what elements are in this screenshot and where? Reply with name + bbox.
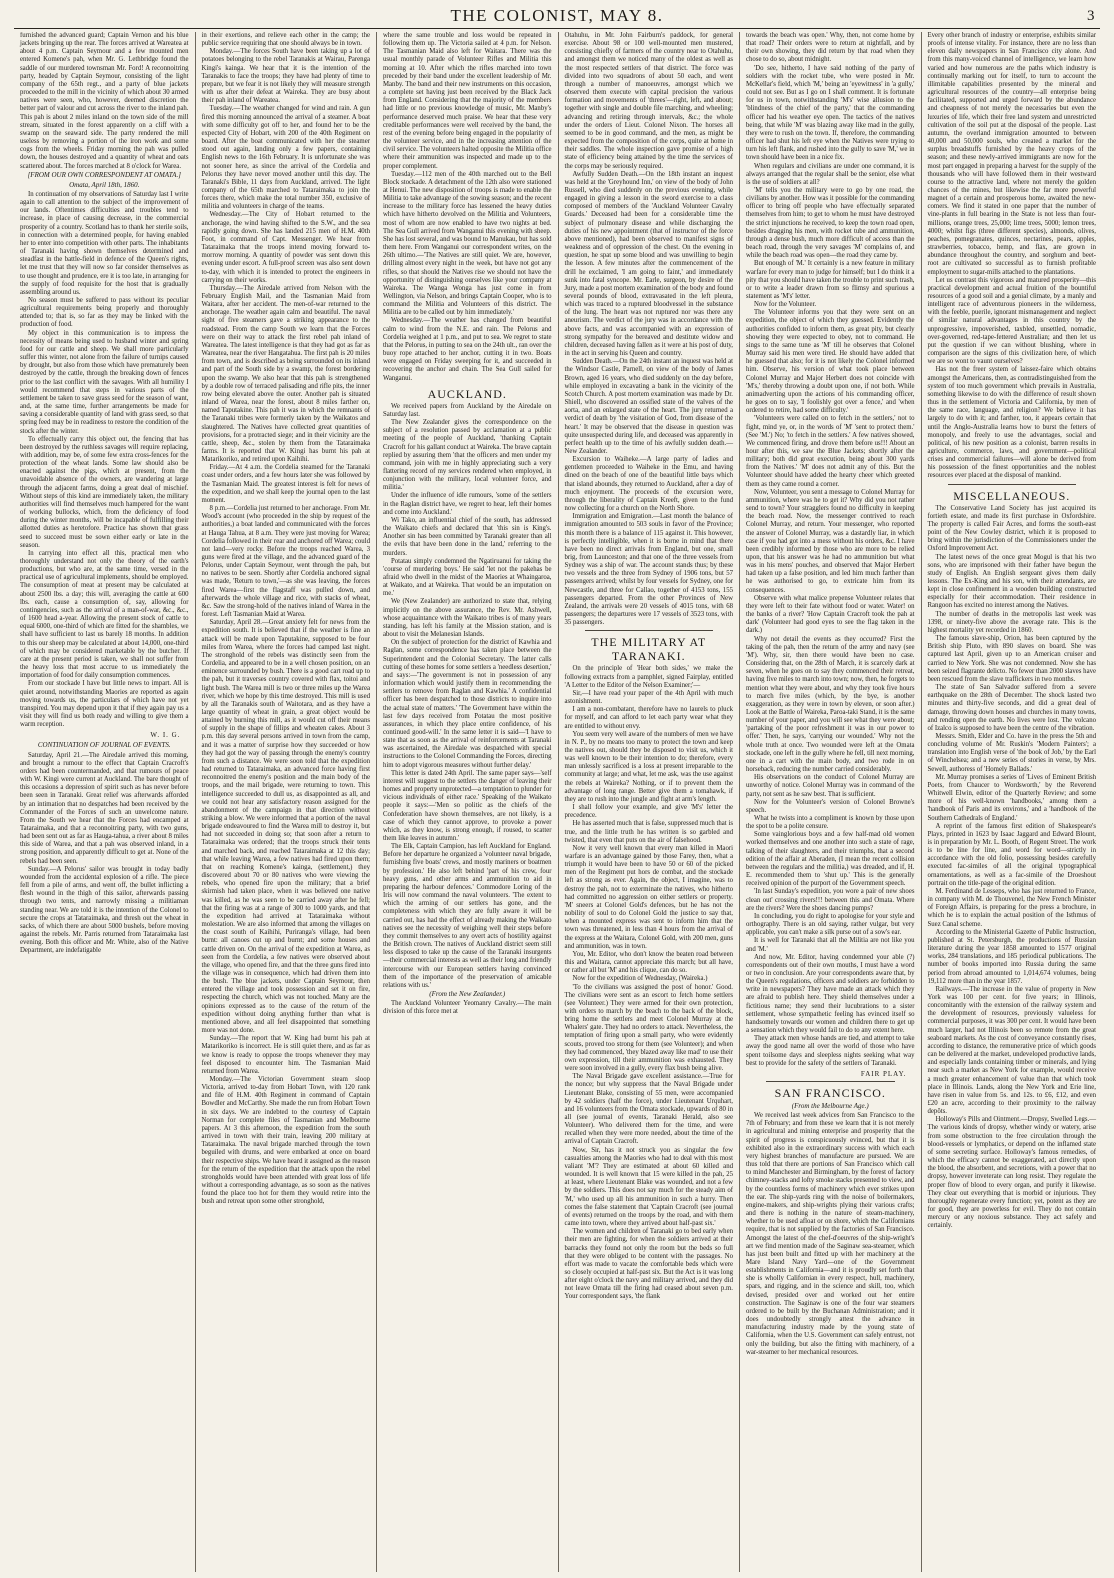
paragraph: Some vainglorious boys and a few half-mad old women worked themselves and one another into such a state of rage, talking of their slaughters, and their triumphs, that a second edition of the affair at Aberaden, (I mean the recent collision between the regulars and the militia,) was dreaded, and if, H. E. recommended them to 'shut up.' This is the generally received opinion of the purport of the Government speech. xyxy=(746,831,915,888)
section-heading-miscellaneous: MISCELLANEOUS. xyxy=(953,488,1071,503)
paragraph: Sunday.—The report that W. King had burnt his pah at Matarikoriko is incorrect. He is still quiet there, and as far as we know is ready to oppose the troops whenever they may feel disposed to encounter him. The Tasmanian Maid returned from Warea. xyxy=(201,1035,370,1075)
paragraph: 'Volunteers were called on to fetch in the settlers,' not to fight, mind ye, or, in the words of 'M' 'sent to protect them.' (See 'M.') No; 'to fetch in the settlers.' A few natives showed, We commenced firing, and drove them before us!!! About an hour after this, we saw the Blue Jackets; shortly after the military; both did great execution, being about 300 yards from the Natives.' 'M' does not admit any of this. But the Volunteer should have added the hearty cheer which greeted them as they came round a corner. xyxy=(746,415,915,488)
paragraph: To effectually carry this object out, the fencing that has been destroyed by the ruthless savages will require replacing, with addition, may be, of some few extra cross-fences for the protection of the wheat lands. Some law should also be enacted against the pigs, which at present, from the unavoidable absence of the owners, are wandering at large through the adjacent farms, doing a great deal of mischief. Without steps of this kind are immediately taken, the military authorities will find themselves much hampered for the want of working bullocks, which, from the deficiency of food during the winter months, will be incapable of fulfilling their allotted duties as heretofore. Practice has shown that grass seed to succeed must be sown either early or late in the season. xyxy=(20,435,189,549)
paragraph: Mr. Murray promises a series of 'Lives of Eminent British Poets, from Chaucer to Wordsworth,' by the Reverend Whitwell Elwin, editor of the Quarterly Review; and some more of his well-known 'handbooks,' among them a 'handbook of Paris and its environs,' and a 'handbook of the Southern Cathedrals of England.' xyxy=(927,773,1096,822)
paragraph: 'M' tells you the military were to go by one road, the civilians by another. How was it possible for the commanding officer to bring off people who have effectually separated themselves from him; to get to whom he must have destroyed the strict injunctions he received, to keep the town road open, besides dragging his men, with rocket tube and ammunition, through a dense bush, much more difficult of access than the beach road, through the very savages 'M' complains of, and while the beach road was open—the road they came by. xyxy=(746,186,915,260)
section-heading-military: THE MILITARY AT TARANAKI. xyxy=(591,635,707,664)
article-columns xyxy=(14,32,1102,1572)
correspondent-line: [FROM OUR OWN CORRESPONDENT AT OMATA.] xyxy=(27,170,181,179)
paragraph: Has not the freer system of laissez-faire which obtains amongst the Americans, then, as contradistinguished from the system of too much government which prevails in Australia, something likewise to do with the difference of result shown thus in the settlement of Victoria and California, by men of the same race, language, and religion? We believe it has largely to do with it; and farther, too, it appears certain that until the Anglo-Australia learns how to burst the fetters of monopoly, and freely to use the advantages, social and political, of his new position as a colonist, barren results in agriculture, commerce, laws, and government—political crises and commercial failures—will alone be derived from his possession of the finest opportunities and the noblest resources ever placed at the disposal of mankind. xyxy=(927,366,1096,480)
paragraph: in their exertions, and relieve each other in the camp; the public service requiring that one should always be in town. xyxy=(201,32,370,48)
paragraph: where the same trouble and loss would be repeated in following them up. The Victoria sailed at 4 p.m. for Nelson. The Tasmanian Maid also left for Waitara. There was the usual monthly parade of Volunteer Rifles and Militia this morning at 10. After which the rifles marched into town preceded by their band under the excellent leadership of Mr. Manby. The band and their new instruments on this occasion, a complete set having just been received by the Black Jack from England. Considering that the majority of the members had little or no previous knowledge of music, Mr. Manby's performance deserved much praise. We hear that these very creditable performances were well received by the band, the rest of the evening before being engaged in the popularity of the volunteer service, and in the increasing attention of the civil service. The volunteers halted opposite the Militia office where their ammunition was inspected and made up to the proper complement. xyxy=(383,32,552,170)
paragraph: Now for the Volunteer's version of Colonel Browne's speech. xyxy=(746,798,915,814)
paragraph: Messrs. Smith, Elder and Co. have in the press the 5th and concluding volume of Mr. Ruskin's 'Modern Painters'; a translation into English verse of 'the book of Job,' by the Earl of Winchelsea; and a new series of stories in verse, by Mrs. Sewell, authoress of 'Homely Ballads.' xyxy=(927,732,1096,773)
column-6 xyxy=(921,32,1103,1572)
paragraph: He has asserted much that is false, suppressed much that is true, and the little truth he has written is so garbled and twisted, that even that puts on the air of falsehood. xyxy=(564,820,733,844)
divider xyxy=(585,630,714,631)
paragraph: This letter is dated 24th April. The same paper says—'self interest will suggest to the settlers the danger of leaving their homes and property unprotected—a temptation to plunder for vicious individuals of either race.' Speaking of the Waikato people it says:—'Men so politic as the chiefs of the Confederation have shown themselves, are not likely, is a case of which they cannot approve, to provoke a power which, as they know, is strong enough, if roused, to scatter them like leaves in autumn.' xyxy=(383,769,552,842)
column-3 xyxy=(376,32,558,1572)
paragraph: Thursday.—The Airedale arrived from Nelson with the February English Mail, and the Tasmanian Maid from Waitara, after her accident. The men-of-war returned to the anchorage. The weather again calm and beautiful. The naval sight of five steamers gave a striking appearance to the roadstead. From the camp South we learn that the Forces were on their way to attack the first rebel pah inland of Wareatea. The latest intelligence is that they had got as far as Wareatea, near the river Hangatahua. The first pah is 20 miles from town, and is described as being surrounded on its inland and part of the South side by a swamp, the forest bordering upon the swamp. We also hear that this pah is strengthened by a double row of terraced palisading and rifle pits, the inner row being elevated above the outer. Another pah is situated inland of Warea, near the forest, about 8 miles farther on, named Taputakine. This pah it was in which the remnants of the Taranaki tribes were formerly taken by the Waikatos and slaughtered. The Natives have collected great quantities of provisions, for a protracted siege; and in their vicinity are the cattle, sheep, &c., stolen by them from the Tataraimaka farms. It is reported that W. Kingi has burnt his pah at Matarikoriko, and retired upon Kaihihi. xyxy=(201,284,370,464)
paragraph: furnished the advanced guard; Captain Vernon and his blue jackets bringing up the rear. The forces arrived at Wareatea at about 4 p.m. Captain Seymour and a few mounted men entered Komene's pah, when Mr. G. Lethbridge found the saddle of our murdered townsman Mr. Ford! A reconnoitring party, headed by Captain Seymour, consisting of the light company of the 65th regt., and a party of blue jackets proceeded to the mill in the vicinity of which about 30 armed natives were seen, who, however, deemed discretion the better part of valour and cut across the river to the inland pah. This pah is about 2 miles inland on the town side of the mill stream, situated in the forest apparently on a cliff with a swamp on the seaward side. The party rendered the mill useless by removing a portion of the iron work and some cogs from the wheels. Friday morning the pah was pulled down, the houses destroyed and a quantity of wheat and oats scattered about. The forces marched at 8 o'clock for Warea. xyxy=(20,32,189,170)
paragraph: We received papers from Auckland by the Airedale on Saturday last. xyxy=(383,402,552,418)
paragraph: The number of deaths in the metropolis last week was 1398, or ninety-five above the average rate. This is the highest mortality yet recorded in 1860. xyxy=(927,610,1096,634)
paragraph: In concluding, you do right to apologise for your style and orthography. There is an old saying, rather vulgar, but very applicable, you can't make a silk purse out of a sow's ear. xyxy=(746,912,915,937)
paragraph: The famous slave-ship, Orion, has been captured by the British ship Pluto, with 890 slaves on board. She was captured last April, given up to an American cruiser and carried to New York. She was not condemned. Now she has been seized flagrante delicto. No fewer than 2000 slaves have been rescued from the slave traffickers in two months. xyxy=(927,635,1096,683)
paragraph: 'Do see, hitherto, I have said nothing of the party of soldiers with the rocket tube, who were posted in Mr. McKellar's field, which 'M,' being an 'eyewitness' in 'a gully,' could not see. But as I go on I shall comment. It is fortunate for us in town, notwithstanding 'M's' wise allusion to the 'blindness of the chief of the party,' that the commanding officer had his weather eye open. The tactics of the natives being, that while 'M' was blazing away like mad in the gully, they were to rush on the town. If, therefore, the commanding officer had shut his left eye when the Natives were trying to turn his left flank, and rushed into the gully to save 'M,' we in town should have been in a nice fix. xyxy=(746,64,915,162)
paragraph: From our stockade I have but little news to impart. All is quiet around, notwithstanding Maories are reported as again moving towards us, the particulars of which have not yet transpired. You may depend upon it that if they again pay us a visit they will find us both ready and willing to give them a warm reception. xyxy=(20,680,189,729)
column-5 xyxy=(739,32,921,1572)
source-credit: (From the New Zealander.) xyxy=(429,989,506,998)
paragraph: I am a non-combatant, therefore have no laurels to pluck for myself, and can afford to let each party wear what they are entitled to without envy. xyxy=(564,706,733,730)
paragraph: Saturday, April 28.—Great anxiety felt for news from the expedition south. It is believed that if the weather is fine an attack will be made upon Taputakine, supposed to be four miles from Warea, where the forces had camped last night. The stronghold of the rebels was distinctly seen from the Cordelia, and appeared to be in a well chosen position, on an eminence surrounded by bush. There is a good cart road up to the pah, but it traverses country covered with flax, toitoi and light bush. The Warea mill is two or three miles up the Warea river, which we hope by this time destroyed. This mill is used by all the Taranakis south of Waitotara, and as they have a large quantity of wheat in grain, a great object would be attained by burning this mill, as it would cut off their means of supply in the shape of fillips and wheaten cakes. About 3 p.m. this day several persons arrived in town from the camp, and it was a matter of surprise how they succeeded or how they had got the way of passing through the enemy's country from such a distance. We were soon told that the expedition had returned to Tataraimaka, an advanced force having first reconnoitred the enemy's position and the main body of the troops, and the mail brigade, were returning to town. This intelligence succeeded to dull us, as disappointed as all, and we could not hear any satisfactory reason assigned for the abandonment of the campaign in that direction without striking a blow. We were informed that a portion of the naval brigade endeavoured to find the Warea mill to destroy it, but had not succeeded in doing so; that soon after a return to Tataraimaka was ordered; that the troops struck their tents and marched back, and reached Tataraimaka at 12 this day; that while leaving Warea, a few natives had fired upon them; that on reaching Komene's kainga, (settlement,) they discovered about 70 or 80 natives who were viewing the rebels, who opened fire upon the military; that a brief skirmish had taken place, when it was believed one native was killed, as he was seen to be carried away after he fell; that the firing was at a range of 300 to 1000 yards, and that the expedition had arrived at Tataraimaka without molestation. We are also informed that among the villages on the coast south of Kaihihi, Puriranga's village, had been burnt: all canoes cut up and burnt; and some houses and cattle driven on. On the arrival of the expedition at Warea, as seen from the Cordelia, a few natives were observed about the village, who opened fire, and that the three guns fired into the village was in consequence, which had driven them into the bush. The blue jackets, under Captain Seymour, then entered the village and took possession and set it on fire, respecting the church, which was not touched. Many are the opinions expressed as to the cause of the return of the expedition without doing anything further than what is mentioned above, and all feel disappointed that something more was not done. xyxy=(201,619,370,1035)
paragraph: Sir,—I have read your paper of the 4th April with much astonishment. xyxy=(564,689,733,706)
paragraph: Holloway's Pills and Ointment.—Dropsy, Swelled Legs.—The various kinds of dropsy, whether windy or watery, arise from some obstruction to the free circulation through the blood-vessels or lymphatics, or depend on the inflamed state of some secreting surface. Holloway's famous remedies, of which the efficacy cannot be exaggerated, act directly upon the blood, the absorbent, and secretions, with a power that no dropsy, however inveterate can long resist. They regulate the proper flow of blood to every organ, and purify it likewise. They clear out everything that is morbid or injurious. They thoroughly regenerate every function; yet, potent as they are for good, they are powerless for evil. They do not contain mercury or any noxious substance. They act safely and certainly. xyxy=(927,1116,1096,1230)
paragraph: Saturday, April 21.—The Airedale arrived this morning, and brought a rumour to the effect that Captain Cracroft's orders had been countermanded, and that rumours of peace with W. Kingi were current at Auckland. The bare thought of this occasions a depression of spirit such as has never before been seen in Taranaki. Great relief was afterwards afforded by an intimation that no despatches had been received by the Commander of the Forces of such an unwelcome nature. From the South we hear that the Forces had encamped at Tataraimaka, and that a reconnoitring party, with two guns, had been sent out as far as Hauga-tahua, a river about 8 miles this side of Warea, and that a pah was observed inland, in a strong position, and apparently difficult to get at. None of the rebels had been seen. xyxy=(20,751,189,865)
paragraph: We received last week advices from San Francisco to the 7th of February; and from these we learn that it is not merely in agricultural and mining enterprise and prosperity that the spirit of progress is conspicuously evinced, but that it is exhibited also in the extraordinary success with which each very highest branches of manufacture are pursued. We are thus told that there are portions of San Francisco which call to mind Manchester and Birmingham, by the forest of factory chimney-stacks and lofty smoke stacks presented to view, and by the countless forms of machinery which ever strikes upon the ear. The ship-yards ring with the noise of boilermakers, engine-makers, and ship-wrights plying their various crafts; and there is nothing in the nature of steam-machinery, whether to be used afloat or on shore, which the Californians require, that is not supplied by the factories of San Francisco. Amongst the latest of the chef-d'oeuvres of the ship-wright's art we find mention made of the Saginaw sea-steamer, which has just been built and fitted up with her machinery at the Mare Island Navy Yard—one of the Government establishments in California—and it is proudly set forth that she is wholly Californian in every respect, hull, machinery, spars, and rigging, and in the science and skill, too, which devised, presided over and worked out her entire construction. The Saginaw is one of the four war steamers ordered to be built by the Buchanan Administration; and it does undoubtedly strongly attest the advance in manufacturing industry made by the young state of California, when the U.S. Government can safely entrust, not only the building, but also the fitting with machinery, of a war-steamer to her mechanical resources. xyxy=(746,1112,915,1356)
paragraph: Now it very well known that every man killed in Maori warfare is an advantage gained by those Farey, then, what a triumph it would have been to have 50 or 60 of the picked men of the Regiment put hors de combat, and the stockade left as strong as ever. Again, the object, I imagine, was to destroy the pah, not to exterminate the natives, who hitherto had committed no aggression on either settlers or property. 'M' sneers at Colonel Gold's defences, but he has not the nobility of soul to do Colonel Gold the justice to say that, when a mounted express was sent to inform him that the town was threatened, in less than 4 hours from the arrival of the express at the Waitara, Colonel Gold, with 200 men, guns and ammunition, was in town. xyxy=(564,844,733,950)
paragraph: Tuesday.—The weather changed for wind and rain. A gun fired this morning announced the arrival of a steamer. A boat with some difficulty got off to her, and found her to be the expected City of Hobart, with 200 of the 40th Regiment on board. After the boat communicated with her the steamer stood out again, landing only a few papers, containing English news to the 16th February. It is unfortunate she was not sooner here, as since the arrival of the Cordelia and Pelorus they have never moved another until this day. The Taranaki's Bible, 11 days from Auckland, arrived. The light company of the 65th marched to Tataraimaka to join the forces there, which make the total number 350, exclusive of militia and volunteers in charge of the teams. xyxy=(201,105,370,211)
paragraph: Let us contrast this vigorous and matured prosperity—this practical development and actual fruition of the bountiful resources of a good soil and a genial climate, by a manly and intelligent race of adventurous pioneers in the wilderness, with the feeble, puerile, ignorant mismanagement and neglect of similar natural advantages in this country by the unprogressive, impoverished, taxbled, unsettled, nomadic, over-governed, red-tape-fettered Australian; and then let us put the question if we can without blushing, where in comparison are the signs of this civilization here, of which we are so wont to vaunt ourselves? xyxy=(927,276,1096,366)
paragraph: 8 p.m.—Cordelia just returned to her anchorage. From Mr. Wood's account (who proceeded in the ship by request of the authorities,) a boat landed and communicated with the forces at Hauga Tahua, at 8 a.m. They were just moving for Warea; Cordelia followed in their rear and anchored off Warea; could not land—very rocky. Before the troops reached Warea, 3 guns were fired at the village, and the advanced guard of the Pelorus, under Captain Seymour, went through the pah, but no natives to be seen. Shortly after Cordelia anchored signal was made, 'Return to town,'—as she was leaving, the forces fired Warea—first the flagstaff was pulled down, and afterwards the whole village and rice, with stacks of wheat, &c. Saw the strong-hold of the natives inland of Warea in the forest. Left Tasmanian Maid at Warea. xyxy=(201,505,370,619)
paragraph: Now, Volunteer, you sent a message to Colonel Murray for ammunition, where was he to get it? Why did you not rather send to town? Your stragglers found no difficulty in keeping the beach road. Now, the messenger contrived to reach Colonel Murray, and return. Your messenger, who reported the answer of Colonel Murray, was a dastardly liar, in which case if you had got into a mess without his orders, &c. I have been credibly informed by those who are more to be relied upon, that his answer was he had no ammunition but what was in his mens' pouches, and observed that Major Herbert had taken up a false position, and led him much farther than he was authorised to go, to extricate him from its consequences. xyxy=(746,488,915,594)
paragraph: And now, Mr. Editor, having condemned your able (?) correspondents out of their own mouths, I must have a word or two in conclusion. Are your correspondents aware that, by the Queen's regulations, officers and soldiers are forbidden to write in newspapers? They have made an attack which they are afraid to publish here. They shield themselves under a fictitious name; they send their lucubrations to a sister settlement, whose sympathetic feeling has evinced itself so handsomely towards our women and children there to get up a sensation which they would fail to do to any extent here. xyxy=(746,953,915,1035)
section-heading-auckland: AUCKLAND. xyxy=(427,386,507,401)
paragraph: Awfully Sudden Death.—On the 18th instant an inquest was held at the 'Greyhound Inn,' on view of the body of John Russell, who died suddenly on the previous evening, while engaged in giving a lesson in the sword exercise to a class composed of members of the 'Auckland Volunteer Cavalry Guards.' Deceased had been for a considerable time the subject of pulmonary disease and while discharging the duties of his new appointment (that of instructor of the force above mentioned), had been observed to manifest signs of weakness and of oppression of the chest. On the evening in question, he spat up some blood and was unwilling to begin the lesson. A few minutes after the commencement of the drill he exclaimed, 'I am going to faint,' and immediately sunk into fatal syncope. Mr. Earle, surgeon, by desire of the Jury, made a post mortem examination of the body and found several pounds of blood, extravasated in the left pleura, which was traced to a ruptured bloodvessel in the substance of the lung. The heart was not ruptured nor was there any aneurism. The verdict of the jury was in accordance with the above facts, and was accompanied with an expression of strong sympathy for the bereaved and destitute widow and children, deceased having fallen as it were at his post of duty, in the act in serving his Queen and country. xyxy=(564,170,733,358)
paragraph: Under the influence of idle rumours, 'some of the settlers in the Raglan district have, we regret to hear, left their homes and come into Auckland.' xyxy=(383,492,552,516)
section-subhead: CONTINUATION OF JOURNAL OF EVENTS. xyxy=(37,741,171,750)
paragraph: Friday.—At 4 a.m. the Cordelia steamed for the Taranaki coast under orders, and a few hours later she was followed by the Tasmanian Maid. The greatest interest is felt for news of the expedition, and we shall keep the journal open to the last moment. xyxy=(201,464,370,504)
paragraph: Observe with what malice prepense Volunteer relates that they were left to their fate without food or water. Water! on the banks of a river? 'How Captain Cracroft took the pah at dark' (Volunteer had good eyes to see the flag taken in the dark.) xyxy=(746,594,915,635)
paragraph: Immigration and Emigration.—Last month the balance of immigration amounted to 503 souls in favor of the Province; this month there is a balance of 115 against it. This however, is perfectly intelligible, when it is borne in mind that there have been no direct arrivals from England, but one, small brig, from Launceston; and that one of the three vessels from Sydney was a ship of war. The account stands thus; by these two vessels and the three from Sydney of 1906 tons, but 57 passengers arrived; whilst by four vessels for Sydney, one for Newcastle, and three for Callao, together of 4153 tons, 155 passengers departed. From the other Provinces of New Zealand, the arrivals were 20 vessels of 4015 tons, with 68 passengers; the departures were 17 vessels of 3523 tons, with 35 passengers. xyxy=(564,513,733,627)
page-number: 3 xyxy=(1087,8,1096,24)
paragraph: The Auckland Volunteer Yeomanry Cavalry.—The main division of this force met at xyxy=(383,1000,552,1016)
paragraph: On the principle of 'Hear both sides,' we make the following extracts from a pamphlet, signed Fairplay, entitled 'A Letter to the Editor of the Nelson Examiner;'— xyxy=(564,665,733,689)
paragraph: 'To the civilians was assigned the post of honor.' Good. The civilians were sent as an escort to fetch home settlers (see Volunteer.) They were armed for their own protection, with orders to march by the beach to the back of the block, bring home the settlers and meet Colonel Murray at the Whalers' gate. They had no orders to attack. Nevertheless, the temptation of firing upon a small party, who were evidently scouts, proved too strong for them (see Volunteer); and when they had commenced, 'they blazed away like mad' to use their own expression, till their ammunition was exhausted. They were soon involved in a gully, every flax bush being alive. xyxy=(564,983,733,1073)
paragraph: Otahuhu, in Mr. John Fairburn's paddock, for general exercise. About 98 or 100 well-mounted men mustered, consisting chiefly of farmers of the country near to Otahuhu, and amongst them we noticed many of the oldest as well as the most respected settlers of that district. The force was divided into two squadrons of about 50 each, and went through a number of manoeuvres, amongst which we observed them execute with capital precision the various formation and movements of 'threes'—right, left, and about; together with single and double file marching, and wheeling; advancing and retiring through intervals, &c.; the whole under the orders of Lieut. Colonel Nixon. The horses all seemed to be in good command, and the men, as might be expected from the composition of the corps, quite at home in their saddles. The whole inspection gave promise of a high state of efficiency being attained by the time the services of the corps may be seriously required. xyxy=(564,32,733,170)
paragraph: Wi Tako, an influential chief of the south, has addressed the Waikato chiefs and declared that 'this sin is King's. Another sin has been committed by Taranaki greater than all the evils that have been done in the land,' referring to the murders. xyxy=(383,516,552,557)
paragraph: The Elk, Captain Campion, has left Auckland for England. Before her departure he organized a 'volunteer naval brigade, furnishing five boats' crews, and mostly mariners or boatmen by profession.' He also left behind 'part of his crew, four heavy guns, and other arms and ammunition to aid in preparing the harbour defences.' Commodore Loring of the Iris will now command the naval volunteers. 'The extent to which the arming of our settlers has gone, and the completeness with which they are fully aware it will be carried out, has had the effect of already making the Waikato natives see the necessity of weighing well their steps before they commit themselves to any overt acts of hostility against the British crown. The natives of Auckland district seem still less disposed to take up the cause of the Taranaki insurgents—their commercial interests as well as their long and friendly intercourse with our European settlers having convinced them of the importance of the preservation of amicable relations with us.' xyxy=(383,843,552,989)
paragraph: What he twists into a compliment is known by those upon the spot to be a polite censure. xyxy=(746,815,915,831)
paragraph: Sunday.—A Pelorus' sailor was brought in today badly wounded from the accidental explosion of a rifle. The piece fell from a pile of arms, and went off, the bullet inflicting a flesh wound in the thigh of this sailor, afterwards passing through two tents, and narrowly missing a militiaman standing near. We are told it is the intention of the Colonel to secure the crops at Tataraimaka, and thresh out the wheat in sacks, of which there are about 5000 bushels, before moving against the rebels. Mr. Parris returned from Tataraimaka last evening. Both this officer and Mr. White, also of the Native Department, are indefatigable xyxy=(20,865,189,955)
paragraph: Now for the expedition of Wednesday, (Waireka.) xyxy=(572,975,708,983)
paragraph: When regulars and civilians are under one command, it is always arranged that the regular shall be the senior, else what is the use of soldiers at all? xyxy=(746,162,915,186)
paragraph: Why not detail the events as they occurred? First the taking of the pah, then the return of the army and navy (see 'M'). Why, sir, then there would have been no case. Considering that, on the 28th of March, it is scarcely dark at seven, when he goes on to say they commenced their retreat, having five miles to march into town; now, then, he forgets to mention what they were about, and why they took five hours to march five miles (which, by the bye, is another exaggeration, as they were in town by eleven, or soon after.) Look at the Battle of Waireka, Paroa-taki Stand, it is the same number of your paper, and you will see what they were about; 'partaking of the poor refreshment it was in our power to offer.' Then, he says, 'carrying our wounded.' Why not the whole truth at once. Two wounded were left at the Omata stockade, one left in the gully where he fell, till next morning, one in a cart with the main body, and two rode in on horseback, reducing the number carried considerably. xyxy=(746,635,915,774)
paragraph: I shall follow your example, and give 'M's' letter the precedence. xyxy=(564,804,733,820)
paragraph: M. Ferdinand de Lesseps, who has just returned to France, in company with M. de Thouvenel, the New French Minister of Foreign Affairs, is preparing for the press a brochure, in which he is to explain the actual position of the Isthmus of Suez Canal scheme. xyxy=(927,887,1096,928)
masthead-title: THE COLONIST, MAY 8. xyxy=(450,6,664,25)
paragraph: His observations on the conduct of Colonel Murray are unworthy of notice. Colonel Murray was in command of the party, not sent as he saw best. That is sufficient. xyxy=(746,774,915,798)
column-1 xyxy=(14,32,195,1572)
paragraph: According to the Ministerial Gazette of Public Instruction, published at St. Petersburgh, the productions of Russian literature during the year 1858 amounted to 1577 original works, 284 translations, and 185 periodical publications. The number of books imported into Russia during the same period from abroad amounted to 1,014,674 volumes, being 19,112 more than in the year 1857. xyxy=(927,928,1096,985)
paragraph: The New Zealander gives the correspondence on the subject of a resolution passed by acclamation at a public meeting of the people of Auckland, 'thanking Captain Cracroft for his gallant conduct at Waireka. The brave captain replied by assuring them 'that the officers and men under my command, join with me in highly appreciating such a very flattering record of my services rendered when employed, in conjunction with the military, local volunteer force, and militia.' xyxy=(383,419,552,492)
paragraph: The Volunteer informs you that they were sent on an expedition, the object of which they guessed. Evidently the authorities confided to inform them, as great pity, but clearly showing they were expected to obey, not to command. He sings to the same tune as 'M' till he observes that Colonel Murray said his men were tired. He should have added that he guessed that also; for it is not likely the Colonel informed him. Observe, his version of what took place between Colonel Murray and Major Herbert does not coincide with 'M's,' thereby throwing a doubt upon one, if not both. While animadverting upon the actions of his commanding officer, he goes on to say, 'I foolishly got over a fence,' and 'when ordered to retire, had some difficulty.' xyxy=(746,309,915,415)
paragraph: They attack men whose hands are tied, and attempt to take away the good name all over the world of those who have spent toilsome days and sleepless nights seeking what way best to provide for the safety of the settlers of Taranaki. xyxy=(746,1035,915,1067)
paragraph: In carrying into effect all this, practical men who thoroughly understand not only the theory of the earth's productions, but who are, at the same time, versed in the practical use of agricultural implements, should be employed. The consumption of meat at present may be calculated at about 2500 lbs. a day; this will, averaging the cattle at 600 lbs. each, cause a consumption of, say, allowing for contingencies, such as the arrival of a man-of-war, &c., &c., of 1600 head a-year. Allowing the present stock of cattle to equal 6000, one-third of which are fitted for the shambles, we shall have sufficient to last us barely 18 months. In addition to this our sheep may be calculated at about 14,000, one-third of which may be considered marketable by the butcher. If care at the present period is taken, we shall not suffer from the heavy loss that most accrue to us immediately the importation of food for daily consumption commences. xyxy=(20,549,189,680)
paragraph: Every other branch of industry or enterprise, exhibits similar proofs of intense vitality. For instance, there are no less than eleven daily newspapers in San Francisco city alone. And from this many-voiced channel of intelligence, we learn how varied and how numerous are the paths which industry is continually marking out for itself, to turn to account the illimitable capabilities presented by the mineral and agricultural resources of the country—all enterprise being facilitated, supported and urged forward by the abundance and cheapness of not merely the necessaries but even the luxuries of life, which their free land system and unrestricted cultivation of the soil put at the disposal of the people. Last autumn, the overland immigration amounted to between 40,000 and 50,000 souls, who created a market for the surplus breadstuffs furnished by the heavy crops of the season; and these newly-arrived immigrants are now for the most part engaged in preparing a harvest for the supply of the thousands who will have followed them in their westward course to the attractive land, where not merely the golden chances of the mines, but likewise the far more powerful magnet of a certain and prosperous home, awaited the new-comers. We find it stated in one paper that the number of vine-plants in full bearing in the State is not less than four-millions, orange trees, 25,000; lime trees, 5000; lemon trees, 4000; whilst figs (three different species), almonds, olives, peaches, pomegranates, quinces, nectarines, pears, apples, strawberries, tobacco, hemp, and flax, are grown in abundance throughout the country, and sorghum and beet-root are cultivated so successful as to furnish profitable employment to sugar-mills attached to the plantations. xyxy=(927,32,1096,276)
column-2 xyxy=(195,32,377,1572)
paragraph: No season must be suffered to pass without its peculiar agricultural requirements being properly and thoroughly attended to; that is, so far as they may be linked with the production of food. xyxy=(20,297,189,329)
dateline: Omata, April 18th, 1860. xyxy=(69,180,140,189)
page-masthead xyxy=(14,4,1100,29)
signature: FAIR PLAY. xyxy=(860,1069,907,1078)
paragraph: Tuesday.—112 men of the 40th marched out to the Bell Block stockade. A detachment of the 12th also were stationed at Henui. The new disposition of troops is made to enable the Militia to take advantage of the sowing season; and the recent increase to the military force has lessened the heavy duties which have hitherto devolved on the Militia and Volunteers, most of whom are now enabled to have two nights at bed. The Sea Gull arrived from Wanganui this evening with sheep. She has lost several, and was bound to Manukau, but has sold them here. From Wanganui our correspondent writes, on the 26th ultimo.—'The Natives are still quiet. We are, however, drilling almost every night in the week, but have not got any rifles, so that should the Natives rise we should not have the opportunity of distinguishing ourselves like your company at Waireka. The Wanga Wonga has just come in from Wellington, via Nelson, and brings Captain Cooper, who is to command the Militia and Volunteers of this district. The Militia are to be called out by him immediately.' xyxy=(383,170,552,317)
paragraph: It is well for Taranaki that all the Militia are not like you and 'M.' xyxy=(746,937,915,953)
paragraph: My object in this communication is to impress the necessity of means being used to husband winter and spring food for our cattle and sheep. We shall more particularly suffer this winter, not alone from the failure of turnips caused by drought, but also from those which have prematurely been destroyed by the cattle, through the breaking down of fences prior to the last conflict with the savages. With all humility I would recommend that steps in various parts of the settlement be taken to save grass seed for the season of want, and, at the same time, further arrangements be made for saving a considerable quantity of land with grass seed, so that spring feed may be in readiness to restore the condition of the stock after the winter. xyxy=(20,329,189,435)
paragraph: Now, Sir, has it not struck you as singular the few casualties among the Maories who had to deal with this most valiant 'M'? They are estimated at about 60 killed and wounded. It is well known that 15 were killed in the pah, 25 at least, where Lieutenant Blake was wounded, and not a few by the soldiers. This does not say much for the steady aim of 'M,' who used up all his ammunition in such a hurry. Then comes the false statement that 'Captain Cracroft (see journal of events) returned on the troops by the road, and with them came into town, where they arrived about half-past six.' xyxy=(564,1146,733,1228)
paragraph: Excursion to Waiheke.—A large party of ladies and gentlemen proceeded to Waiheke in the Emu, and having dined on the beach of one of the beautiful little bays which that island abounds, they returned to Auckland, after a day of much enjoyment. The proceeds of the excursion were, through the liberality of Captain Kreeft, given to the fund now collecting for a church on the North Shore. xyxy=(564,456,733,513)
section-heading-san-francisco: SAN FRANCISCO. xyxy=(774,1086,886,1100)
paragraph: The Conservative Land Society has just acquired its fortieth estate, and made its first purchase in Oxfordshire. The property is called Fair Acres, and forms the south-east point of the New Cowley district, which it is proposed to bring within the jurisdiction of the Commissioners under the Oxford Improvement Act. xyxy=(927,504,1096,553)
paragraph: You seem very well aware of the numbers of men we have in N. P., by no means too many to protect the town and keep the natives out, should they be disposed to visit us, which it was well known to be their intention to do; therefore, every man unlessly sacrificed is a loss at present irreparable to the community at large; and what, let me ask, was the use against the rebels at Waireka? Nothing, or if to prevent them the advantage of long range. Better give them a tomahawk, if they are to rush into the jungle and fight at arm's length. xyxy=(564,730,733,803)
paragraph: Wednesday.—The City of Hobart returned to the anchorage, the wind having shifted to the S.W., and the sea rapidly going down. She has landed 215 men of H.M. 40th Foot, in command of Capt. Messenger. We hear from Tataraimaka that the troops intend moving forward to-morrow morning. A quantity of powder was sent down this evening under escort. A full-proof screen was also sent down to-day, with which it is intended to protect the engineers in carrying on their works. xyxy=(201,211,370,284)
paragraph: We (New Zealander) are authorized to state that, relying implicitly on the above assurance, the Rev. Mr. Ashwell, whose acquaintance with the Waikato tribes is of many years standing, has left his family at the Mission station, and is about to visit the Melanesian Islands. xyxy=(383,598,552,639)
paragraph: You, Mr. Editor, who don't know the beaten road between this and Waitara, cannot appreciate this march; but all have, or rather all but 'M' and his clique, can do so. xyxy=(564,950,733,975)
paragraph: The state of San Salvador suffered from a severe earthquake on the 28th of December. The shock lasted two minutes and thirty-five seconds, and did a great deal of damage, throwing down houses and churches in many towns, and rending open the earth. No lives were lost. The volcano of Izalco is supposed to have been the centre of the vibration. xyxy=(927,684,1096,732)
paragraph: 'In last Sunday's expedition, you wore a pair of new shoes clean out' crossing rivers!!! between this and Omata. Where are the rivers? Were the shoes dancing pumps? xyxy=(746,888,915,912)
paragraph: Railways.—The increase in the value of property in New York was 100 per cent. for five years; in Illinois, concomitantly with the extension of the railway system and the development of resources, previously valueless for commercial purposes, it was 300 per cent. It would have been much larger, had not Illinois been so remote from the great seaboard markets. As the cost of conveyance constantly rises, according to distance, the remunerative price of which goods can be delivered at the market, undeveloped productive lands, and especially lands containing timber or minerals, and lying near such a market as New York for example, would receive a much greater enhancement of value than that which took place in Illinois. Lands, along the New York and Erie line, have risen in value from 5s. and 12s. to £6, £12, and even £20 an acre, according to their proximity to the railway depôts. xyxy=(927,985,1096,1116)
signature: W. I. G. xyxy=(150,731,181,740)
paragraph: Sudden Death.—On the 24th instant an inquest was held at the Windsor Castle, Parnell, on view of the body of James Brown, aged 16 years, who died suddenly on the day before, while employed in excavating a bank in the vicinity of the Scotch Church. A post mortem examination was made by Dr. Shiell, who discovered an ossified state of the valves of the aorta, and an enlarged state of the heart. The jury returned a verdict of death by 'the visitation of God, from disease of the heart.' It may be observed that the disease in question was quite unsuspected during life, and deceased was apparently in perfect health up to the time of his awfully sudden death.—New Zealander. xyxy=(564,358,733,455)
source-credit: (From the Melbourne Age.) xyxy=(791,1102,869,1110)
paragraph: The Naval Brigade gave excellent assistance.—True for the nonce; but why suppress that the Naval Brigade under Lieutenant Blake, consisting of 55 men, were accompanied by 42 soldiers (half the force), under Lieutenant Urquhart, and 16 volunteers from the Omata stockade, upwards of 80 in all (see journal of events, Taranaki Herald, also see Volunteer). Who delivered them for the time, and were recalled when they were more needed, about the time of the arrival of Captain Cracroft. xyxy=(564,1073,733,1146)
paragraph: On the subject of protection for the district of Kawhia and Raglan, some correspondence has taken place between the Superintendent and the Colonial Secretary. The latter calls cutting of these homes for some settlers a 'needless desertion,' and says:—'The government is not in possession of any information which would justify them in recommending the settlers to remove from Raglan and Kawhia.' A confidential officer has been despatched to those districts to inquire into the actual state of matters.' 'The Government have within the last few days received from Potatau the most positive assurances, in which they place entire confidence, of his continued good-will.' In the same letter it is said—'I have to state that as soon as the arrival of reinforcements at Taranaki was ascertained, the Airedale was despatched with special instructions to the Colonel Commanding the Forces, directing him to adopt vigorous measures without further delay.' xyxy=(383,639,552,769)
paragraph: Potatau simply condemned the Ngatiruanui for taking the 'course of murdering boys.' He said 'let not the pakehas be afraid who dwell in the midst of the Maories at Whaingaroa, at Waikato, and at Waireka. That would be an imputation on me.' xyxy=(383,557,552,598)
paragraph: towards the beach was open.' Why, then, not come home by that road? Their orders were to return at nightfall, and by their own showing, they did return by that road when they chose to do so, about midnight. xyxy=(746,32,915,64)
paragraph: The latest news of the once great Mogul is that his two sons, who are imprisoned with their father have begun the study of English. An English sergeant gives them daily lessons. The Ex-King and his son, with their attendants, are kept in close confinement in a wooden building constructed especially for their accommodation. Their residence in Rangoon has excited no interest among the Natives. xyxy=(927,553,1096,610)
divider xyxy=(766,1081,895,1082)
paragraph: The women and children of Taranaki go to bed early when their men are fighting, for when the soldiers arrived at their barracks they found not only the room but the beds so full that they were obliged to be content with the passages. No effort was made to vacate the comfortable beds which were so closely occupied at half-past six. But the Act is it was long after eight o'clock the navy and military arrived, and they did not leave Omata till the firing had ceased about seven p.m. Your correspondent says, 'the flank xyxy=(564,1228,733,1301)
paragraph: A reprint of the famous first edition of Shakespeare's Plays, printed in 1623 by Isaac Jaggard and Edward Blount, is in preparation by Mr. L. Booth, of Regent Street. The work is to be line for line, and word for word—strictly in accordance with the old folio, possessing besides carefully executed fac-similes of all the original typographical ornamentations, as well as a fac-simile of the Droeshout portrait on the title-page of the original edition. xyxy=(927,822,1096,887)
paragraph: Monday.—The Victorian Government steam sloop Victoria, arrived to-day from Hobart Town, with 120 rank and file of H.M. 40th Regiment in command of Captain Bowdler and McCarthy. She made the run from Hobart Town in six days. We are indebted to the courtesy of Captain Norman for complete files of Tasmanian and Melbourne papers. At 3 this afternoon, the expedition from the south arrived in town with their train, leaving 200 military at Tataraimaka. The naval brigade marched through the town beguiled with drums, and were embarked at once on board their respective ships. We have heard it assigned as the reason for the return of the expedition that the attack upon the rebel strongholds would have been attended with great loss of life without a corresponding advantage, as so soon as the natives found the place too hot for them they would retire into the bush and retreat upon some other stronghold, xyxy=(201,1076,370,1206)
column-4 xyxy=(558,32,740,1572)
paragraph: Wednesday.—The weather has changed from beautiful calm to wind from the N.E. and rain. The Pelorus and Cordelia weighed at 1 p.m., and put to sea. We regret to state that the Pelorus, in putting to sea on the 24th ult., ran over the buoy rope attached to her anchor, cutting it in two. Boats were engaged on Friday sweeping for it, and succeeded in recovering the anchor and chain. The Sea Gull sailed for Wanganui. xyxy=(383,317,552,382)
paragraph: Monday.—The forces South have been taking up a lot of potatoes belonging to the rebel Taranakis at Wairau, Parenga Kingi's kainga. We hear that it is the intention of the Taranakis to face the troops; they have had plenty of time to prepare, but we fear it is not likely they will measure strength with us after their defeat at Waireka. They are busy about their pah inland of Wareatea. xyxy=(201,48,370,105)
divider xyxy=(948,484,1077,485)
paragraph: In continuation of my observations of Saturday last I write again to call attention to the subject of the improvement of our lands. Oftentimes difficulties and troubles tend to increase, in place of causing decrease, in the commercial prosperity of a country. Scotland has to thank her sterile soils, in connection with a determined people, for having enabled her to enter into competition with other parts. The inhabitants of Taranaki having shown themselves determined and steadfast in the battle-field in defence of the Queen's rights, let me trust that they will now so far consider themselves as to use thought and prudence, ere it is too late, in arranging for the supply of food requisite for the host that is gradually assembling around us. xyxy=(20,190,189,296)
paragraph: Now for the Volunteer. xyxy=(754,301,817,309)
paragraph: But enough of 'M.' It certainly is a new feature in military warfare for every man to judge for himself; but I do think it a pity that you should have taken the trouble to print such trash, or to write a leader drawn from so flimsy and spurious a statement as 'M's' letter. xyxy=(746,260,915,300)
